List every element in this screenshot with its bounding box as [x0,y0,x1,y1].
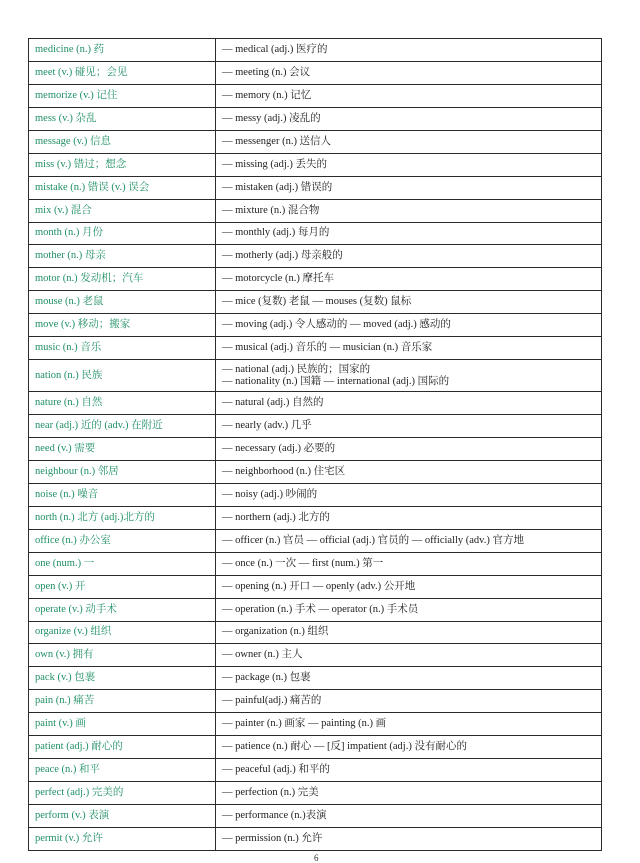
derived-words-cell [216,667,602,690]
derived-word-line: — noisy (adj.) 吵闹的 [222,488,318,500]
derived-words-cell [216,598,602,621]
table-row [29,291,602,314]
vocabulary-table [28,38,602,851]
derived-words-cell [216,759,602,782]
table-row [29,690,602,713]
table-row [29,314,602,337]
table-row [29,805,602,828]
headword-cell: noise (n.) 噪音 [29,483,216,506]
headword-cell: motor (n.) 发动机；汽车 [29,268,216,291]
table-row [29,506,602,529]
table-row [29,245,602,268]
table-row [29,415,602,438]
derived-word-line: — meeting (n.) 会议 [222,66,311,78]
derived-words-cell [216,621,602,644]
table-row [29,438,602,461]
table-row [29,529,602,552]
table-row [29,713,602,736]
headword-cell: need (v.) 需要 [29,438,216,461]
table-row [29,782,602,805]
headword-cell: one (num.) 一 [29,552,216,575]
derived-word-line: — neighborhood (n.) 住宅区 [222,465,346,477]
headword-cell: pain (n.) 痛苦 [29,690,216,713]
table-row [29,460,602,483]
table-row [29,268,602,291]
headword-cell: patient (adj.) 耐心的 [29,736,216,759]
table-row [29,667,602,690]
derived-words-cell [216,245,602,268]
derived-word-line: — medical (adj.) 医疗的 [222,43,328,55]
headword-cell: mother (n.) 母亲 [29,245,216,268]
headword-cell: message (v.) 信息 [29,130,216,153]
derived-words-cell [216,360,602,392]
derived-word-line: — mixture (n.) 混合物 [222,204,320,216]
headword-cell: miss (v.) 错过；想念 [29,153,216,176]
derived-word-line: — messenger (n.) 送信人 [222,135,332,147]
derived-word-line: — owner (n.) 主人 [222,649,303,661]
derived-word-line: — mistaken (adj.) 错误的 [222,181,333,193]
derived-word-line: — painter (n.) 画家 — painting (n.) 画 [222,718,387,730]
derived-word-line: — natural (adj.) 自然的 [222,397,324,409]
headword-cell: nature (n.) 自然 [29,392,216,415]
derived-word-line: — peaceful (adj.) 和平的 [222,764,330,776]
derived-words-cell [216,552,602,575]
derived-word-line: — permission (n.) 允许 [222,832,323,844]
table-row [29,575,602,598]
headword-cell: peace (n.) 和平 [29,759,216,782]
derived-word-line: — once (n.) 一次 — first (num.) 第一 [222,557,384,569]
table-row [29,759,602,782]
table-row [29,621,602,644]
derived-words-cell [216,314,602,337]
headword-cell: perform (v.) 表演 [29,805,216,828]
headword-cell: near (adj.) 近的 (adv.) 在附近 [29,415,216,438]
derived-word-line: — organization (n.) 组织 [222,626,329,638]
table-row [29,39,602,62]
table-row [29,337,602,360]
derived-word-line: — national (adj.) 民族的；国家的 [222,363,371,375]
table-row [29,61,602,84]
derived-words-cell [216,827,602,850]
headword-cell: memorize (v.) 记住 [29,84,216,107]
table-row [29,552,602,575]
table-row [29,360,602,392]
table-row [29,827,602,850]
table-row [29,222,602,245]
derived-words-cell [216,84,602,107]
derived-words-cell [216,153,602,176]
derived-word-line: — opening (n.) 开口 — openly (adv.) 公开地 [222,580,416,592]
table-row [29,644,602,667]
derived-word-line: — patience (n.) 耐心 — [反] impatient (adj.) 没有耐心的 [222,741,467,753]
headword-cell: permit (v.) 允许 [29,827,216,850]
derived-words-cell [216,805,602,828]
derived-words-cell [216,107,602,130]
derived-words-cell [216,199,602,222]
derived-words-cell [216,575,602,598]
headword-cell: neighbour (n.) 邻居 [29,460,216,483]
derived-words-cell [216,130,602,153]
table-row [29,736,602,759]
headword-cell: nation (n.) 民族 [29,360,216,392]
table-row [29,107,602,130]
derived-words-cell [216,176,602,199]
table-row [29,392,602,415]
headword-cell: mistake (n.) 错误 (v.) 误会 [29,176,216,199]
derived-word-line: — perfection (n.) 完美 [222,787,319,799]
derived-words-cell [216,438,602,461]
derived-word-line: — nationality (n.) 国籍 — international (adj.) 国际的 [222,375,450,387]
derived-words-cell [216,39,602,62]
table-row [29,598,602,621]
headword-cell: pack (v.) 包裹 [29,667,216,690]
derived-words-cell [216,291,602,314]
derived-word-line: — package (n.) 包裹 [222,672,311,684]
headword-cell: paint (v.) 画 [29,713,216,736]
derived-word-line: — motorcycle (n.) 摩托车 [222,273,334,285]
headword-cell: mess (v.) 杂乱 [29,107,216,130]
table-row [29,84,602,107]
derived-words-cell [216,222,602,245]
headword-cell: mix (v.) 混合 [29,199,216,222]
headword-cell: north (n.) 北方 (adj.)北方的 [29,506,216,529]
headword-cell: meet (v.) 碰见；会见 [29,61,216,84]
table-row [29,483,602,506]
derived-word-line: — moving (adj.) 令人感动的 — moved (adj.) 感动的 [222,319,451,331]
headword-cell: move (v.) 移动；搬家 [29,314,216,337]
headword-cell: organize (v.) 组织 [29,621,216,644]
headword-cell: month (n.) 月份 [29,222,216,245]
headword-cell: own (v.) 拥有 [29,644,216,667]
headword-cell: office (n.) 办公室 [29,529,216,552]
derived-word-line: — motherly (adj.) 母亲般的 [222,250,343,262]
derived-word-line: — mice (复数) 老鼠 — mouses (复数) 鼠标 [222,296,412,308]
derived-words-cell [216,61,602,84]
headword-cell: operate (v.) 动手术 [29,598,216,621]
derived-words-cell [216,529,602,552]
table-row [29,199,602,222]
derived-words-cell [216,415,602,438]
headword-cell: open (v.) 开 [29,575,216,598]
derived-words-cell [216,392,602,415]
derived-words-cell [216,460,602,483]
derived-words-cell [216,782,602,805]
derived-word-line: — musical (adj.) 音乐的 — musician (n.) 音乐家 [222,342,433,354]
page-number: 6 [314,853,319,863]
derived-words-cell [216,506,602,529]
derived-word-line: — messy (adj.) 凌乱的 [222,112,321,124]
derived-word-line: — missing (adj.) 丢失的 [222,158,327,170]
derived-word-line: — monthly (adj.) 每月的 [222,227,330,239]
headword-cell: perfect (adj.) 完美的 [29,782,216,805]
derived-word-line: — officer (n.) 官员 — official (adj.) 官员的 — officially (adv.) 官方地 [222,534,524,546]
derived-word-line: — painful(adj.) 痛苦的 [222,695,322,707]
derived-word-line: — memory (n.) 记忆 [222,89,312,101]
derived-words-cell [216,713,602,736]
headword-cell: mouse (n.) 老鼠 [29,291,216,314]
table-row [29,176,602,199]
derived-word-line: — nearly (adv.) 几乎 [222,420,312,432]
table-row [29,153,602,176]
derived-words-cell [216,736,602,759]
derived-words-cell [216,690,602,713]
derived-words-cell [216,483,602,506]
table-row [29,130,602,153]
derived-word-line: — necessary (adj.) 必要的 [222,442,336,454]
derived-words-cell [216,337,602,360]
headword-cell: music (n.) 音乐 [29,337,216,360]
derived-word-line: — performance (n.)表演 [222,809,327,821]
derived-words-cell [216,268,602,291]
derived-word-line: — operation (n.) 手术 — operator (n.) 手术员 [222,603,419,615]
derived-words-cell [216,644,602,667]
derived-word-line: — northern (adj.) 北方的 [222,511,330,523]
vocabulary-table-body [29,39,602,851]
headword-cell: medicine (n.) 药 [29,39,216,62]
